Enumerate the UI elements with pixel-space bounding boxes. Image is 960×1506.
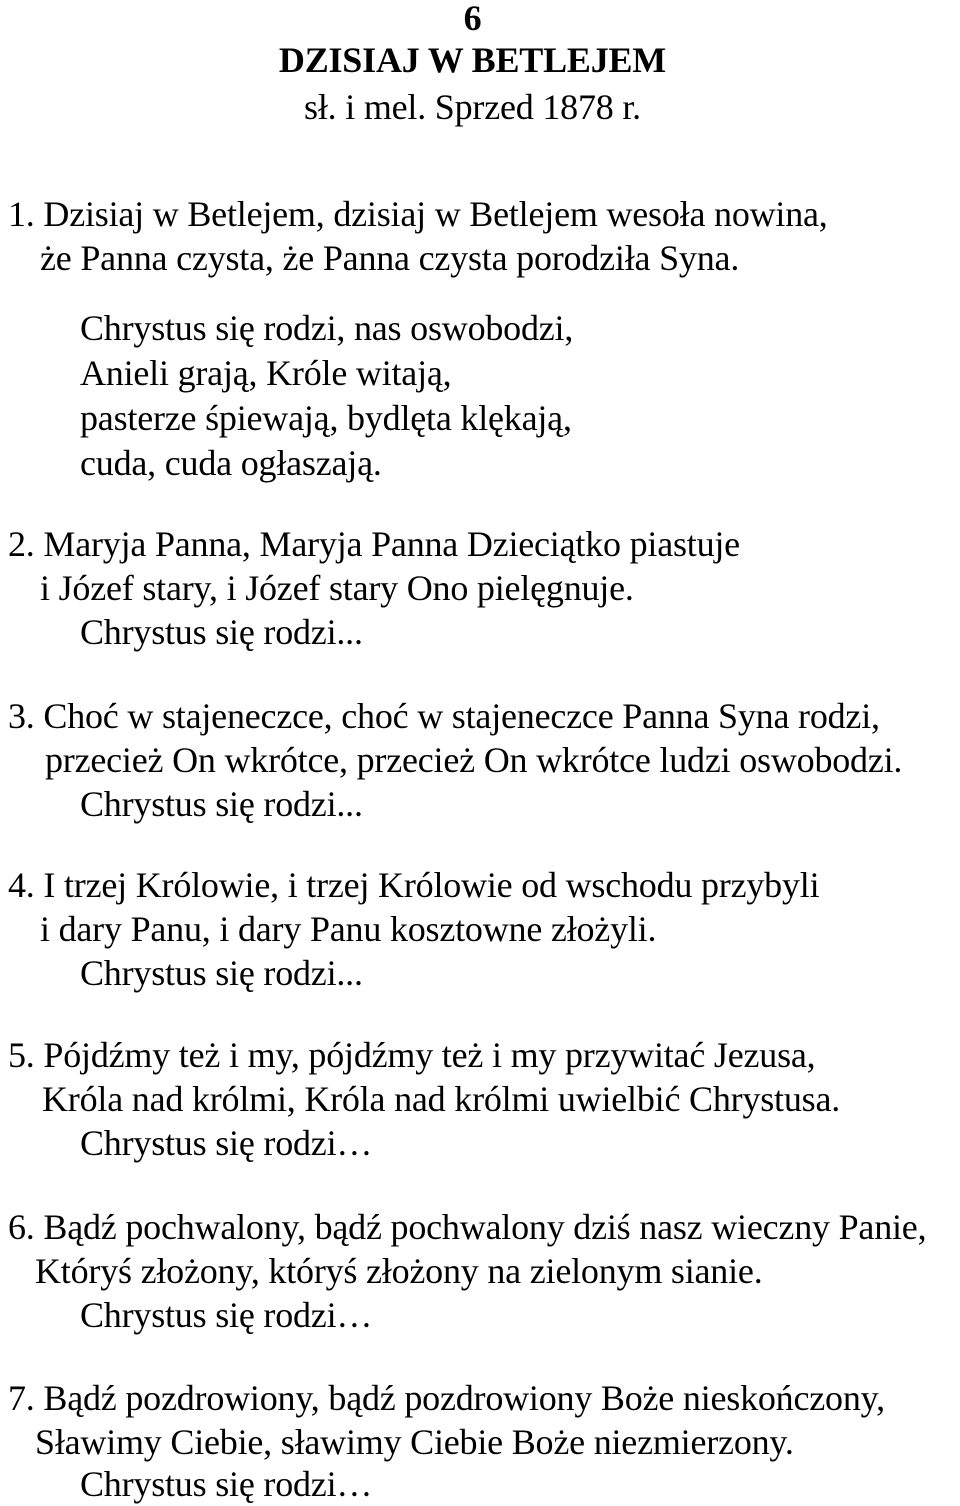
verse-line: Sławimy Ciebie, sławimy Ciebie Boże niezmierzony.: [35, 1422, 794, 1462]
verse-line: przecież On wkrótce, przecież On wkrótce ludzi oswobodzi.: [45, 740, 903, 780]
verse-line: Któryś złożony, któryś złożony na zielonym sianie.: [35, 1251, 763, 1291]
refrain-line: Chrystus się rodzi…: [80, 1123, 373, 1163]
verse-line: 4. I trzej Królowie, i trzej Królowie od wschodu przybyli: [8, 865, 820, 905]
verse-line: i Józef stary, i Józef stary Ono pielęgnuje.: [40, 568, 634, 608]
chorus-line: cuda, cuda ogłaszają.: [80, 443, 382, 483]
verse-line: i dary Panu, i dary Panu kosztowne złożyli.: [40, 909, 657, 949]
verse-line: 6. Bądź pochwalony, bądź pochwalony dziś nasz wieczny Panie,: [8, 1207, 927, 1247]
refrain-line: Chrystus się rodzi...: [80, 784, 363, 824]
refrain-line: Chrystus się rodzi…: [80, 1295, 373, 1335]
song-number: 6: [463, 0, 482, 38]
song-title: DZISIAJ W BETLEJEM: [278, 40, 667, 80]
refrain-line: Chrystus się rodzi...: [80, 953, 363, 993]
verse-line: 3. Choć w stajeneczce, choć w stajeneczce Panna Syna rodzi,: [8, 696, 880, 736]
verse-line: Króla nad królmi, Króla nad królmi uwielbić Chrystusa.: [42, 1079, 841, 1119]
verse-line: 2. Maryja Panna, Maryja Panna Dzieciątko piastuje: [8, 524, 740, 564]
refrain-line: Chrystus się rodzi…: [80, 1464, 373, 1504]
chorus-line: Anieli grają, Króle witają,: [80, 353, 452, 393]
verse-line: 7. Bądź pozdrowiony, bądź pozdrowiony Boże nieskończony,: [8, 1378, 885, 1418]
verse-line: że Panna czysta, że Panna czysta porodziła Syna.: [40, 238, 740, 278]
song-subtitle: sł. i mel. Sprzed 1878 r.: [304, 87, 641, 127]
verse-line: 5. Pójdźmy też i my, pójdźmy też i my przywitać Jezusa,: [8, 1035, 816, 1075]
chorus-line: pasterze śpiewają, bydlęta klękają,: [80, 398, 572, 438]
chorus-line: Chrystus się rodzi, nas oswobodzi,: [80, 308, 574, 348]
verse-line: 1. Dzisiaj w Betlejem, dzisiaj w Betlejem wesoła nowina,: [8, 194, 828, 234]
refrain-line: Chrystus się rodzi...: [80, 612, 363, 652]
